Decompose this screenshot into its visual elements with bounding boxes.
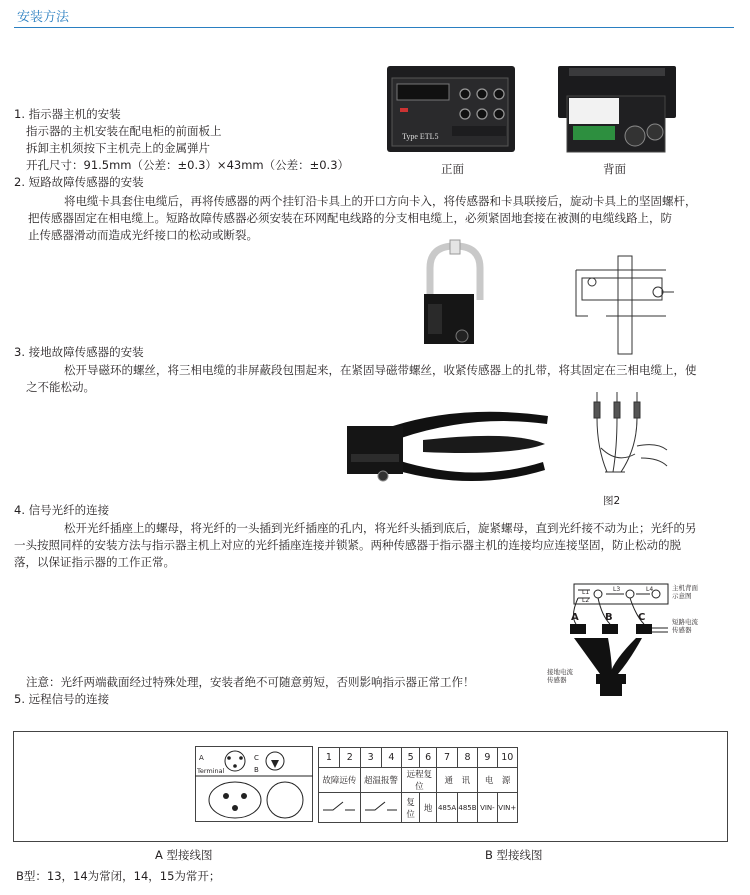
terminal-function: 485A xyxy=(437,793,457,823)
port-label: L3 xyxy=(613,586,621,593)
terminal-label: Terminal xyxy=(197,767,225,775)
host-back-label: 主机背面 示意图 xyxy=(672,584,698,600)
a-type-caption: A 型接线图 xyxy=(155,848,213,862)
terminal-number: 1 xyxy=(319,748,340,768)
terminal-function: VIN- xyxy=(478,793,497,823)
terminal-group: 电 源 xyxy=(478,768,518,793)
terminal-number: 9 xyxy=(478,748,497,768)
terminal-number: 7 xyxy=(437,748,457,768)
section3-line: 松开导磁环的螺丝，将三相电缆的非屏蔽段包围起来，在紧固导磁带螺丝，收紧传感器上的扎带，将其固定在三相电缆上，使 xyxy=(64,363,697,377)
section1-line: 拆卸主机须按下主机壳上的金属弹片 xyxy=(26,141,210,155)
three-core-cable-sketch xyxy=(577,388,669,496)
clamp-sketch-image xyxy=(566,252,676,356)
footer-note: B型：13，14为常闭，14，15为常开； xyxy=(16,869,221,883)
section3-line: 之不能松动。 xyxy=(26,380,95,394)
device-model-label: Type ETL5 xyxy=(402,132,439,141)
terminal-number: 8 xyxy=(457,748,477,768)
ground-sensor-label: 接地电流 传感器 xyxy=(547,668,573,684)
indicator-back-image xyxy=(555,60,680,156)
terminal-group: 故障远传 xyxy=(319,768,361,793)
front-caption: 正面 xyxy=(441,162,464,176)
phase-label-b: B xyxy=(605,612,613,623)
page-title: 安装方法 xyxy=(17,10,70,25)
section2-line: 将电缆卡具套住电缆后，再将传感器的两个挂钉沿卡具上的开口方向卡入，将传感器和卡具联接后，旋动卡具上的坚固螺杆， xyxy=(64,194,697,208)
terminal-number: 6 xyxy=(419,748,436,768)
section1-heading: 1. 指示器主机的安装 xyxy=(14,107,121,121)
relay-symbol-cell xyxy=(319,793,361,823)
pin-label-b: B xyxy=(254,766,259,774)
terminal-number: 4 xyxy=(381,748,402,768)
terminal-function: 复位 xyxy=(402,793,419,823)
port-label: L4 xyxy=(646,586,654,593)
section4-line: 松开光纤插座上的螺母，将光纤的一头插到光纤插座的孔内，将光纤头插到底后，旋紧螺母，直到光纤接不动为止；光纤的另 xyxy=(64,521,697,535)
relay-switch-icon xyxy=(361,796,401,816)
b-type-caption: B 型接线图 xyxy=(485,848,543,862)
terminal-function: VIN+ xyxy=(497,793,517,823)
pin-label-c: C xyxy=(254,754,259,762)
warning-note: 注意：光纤两端截面经过特殊处理，安装者绝不可随意剪短，否则影响指示器正常工作！ xyxy=(26,675,475,689)
port-label: L1 xyxy=(582,589,590,596)
section3-heading: 3. 接地故障传感器的安装 xyxy=(14,345,144,359)
terminal-group: 通 讯 xyxy=(437,768,478,793)
section1-line: 指示器的主机安装在配电柜的前面板上 xyxy=(26,124,222,138)
terminal-function: 地 xyxy=(419,793,436,823)
b-type-terminal-table xyxy=(318,747,518,823)
section4-line: 落，以保证指示器的工作正常。 xyxy=(14,555,175,569)
terminal-number: 3 xyxy=(360,748,381,768)
phase-label-a: A xyxy=(571,612,579,623)
figure2-caption: 图2 xyxy=(603,495,621,507)
section1-line: 开孔尺寸：91.5mm（公差：±0.3）×43mm（公差：±0.3） xyxy=(26,158,350,172)
short-circuit-sensor-image xyxy=(416,238,494,356)
pin-label-a: A xyxy=(199,754,204,762)
terminal-function: 485B xyxy=(457,793,477,823)
terminal-number: 5 xyxy=(402,748,419,768)
section4-line: 一头按照同样的安装方法与指示器主机上对应的光纤插座连接并锁紧。两种传感器于指示器主机的连接均应连接坚固，防止松动的脱 xyxy=(14,538,681,552)
relay-switch-icon xyxy=(319,796,359,816)
section4-heading: 4. 信号光纤的连接 xyxy=(14,503,110,517)
back-caption: 背面 xyxy=(603,162,626,176)
section5-heading: 5. 远程信号的连接 xyxy=(14,692,110,706)
section2-heading: 2. 短路故障传感器的安装 xyxy=(14,175,144,189)
section2-line: 止传感器滑动而造成光纤接口的松动或断裂。 xyxy=(28,228,258,242)
terminal-number: 10 xyxy=(497,748,517,768)
title-divider xyxy=(14,27,734,28)
terminal-number: 2 xyxy=(339,748,360,768)
terminal-group: 超温报警 xyxy=(360,768,402,793)
terminal-group: 远程复位 xyxy=(402,768,437,793)
short-sensor-label: 短路电流 传感器 xyxy=(672,618,698,634)
relay-symbol-cell xyxy=(360,793,402,823)
phase-label-c: C xyxy=(638,612,646,623)
section2-line: 把传感器固定在相电缆上。短路故障传感器必须安装在环网配电线路的分支相电缆上，必须紧固地套接在被测的电缆线路上，防 xyxy=(28,211,672,225)
port-label: L2 xyxy=(582,597,590,604)
ground-fault-sensor-image xyxy=(333,400,555,490)
